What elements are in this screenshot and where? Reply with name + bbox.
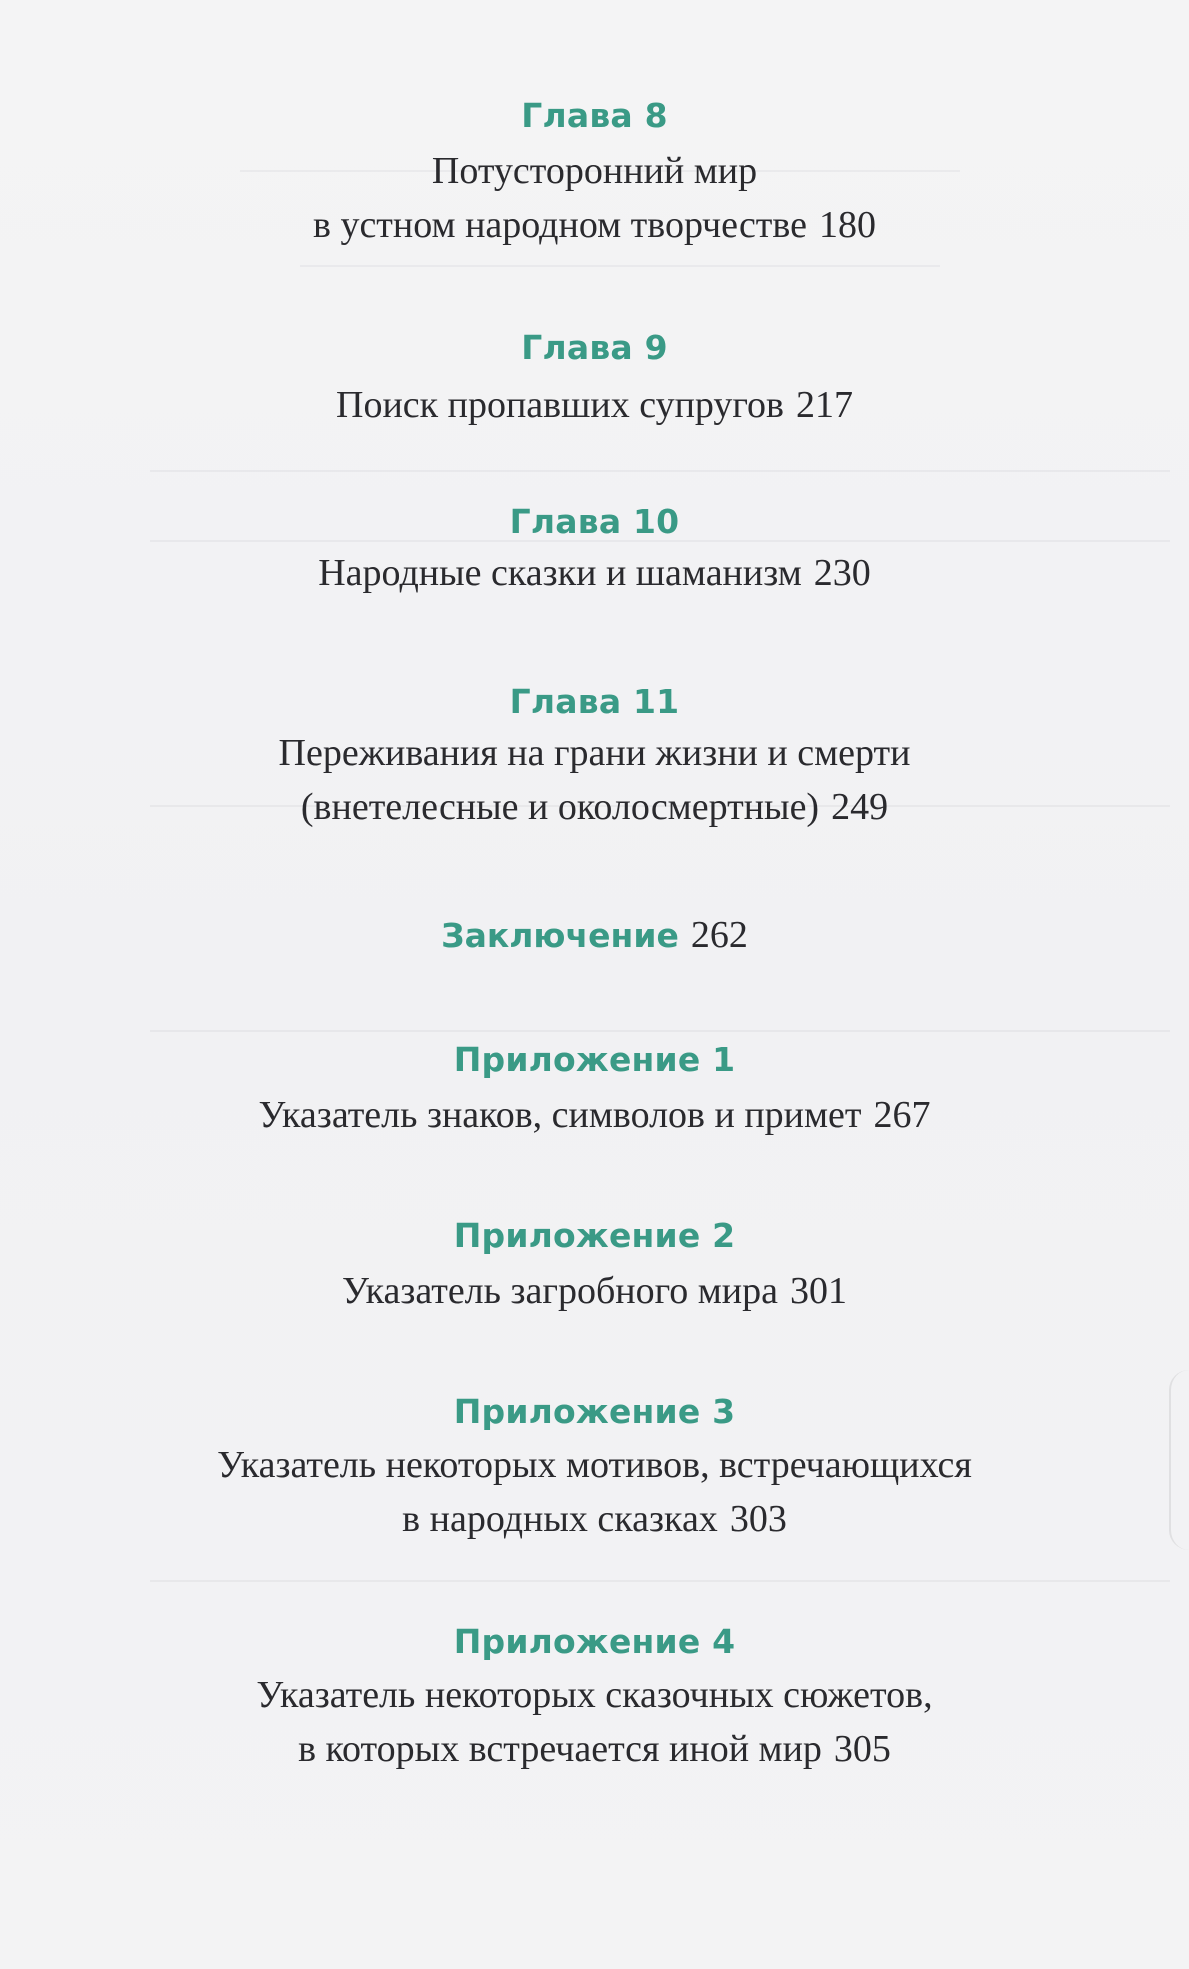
toc-title-text: Указатель знаков, символов и примет (258, 1094, 862, 1136)
toc-entry-appendix-2 (0, 1216, 1189, 1318)
toc-page-number: 230 (813, 552, 871, 594)
toc-heading: Приложение 2 (453, 1216, 736, 1255)
toc-heading: Глава 10 (509, 502, 680, 541)
toc-entry-chapter-10 (0, 502, 1189, 600)
toc-entry-conclusion (0, 910, 1189, 961)
toc-page-number: 301 (790, 1270, 847, 1312)
toc-heading: Приложение 3 (453, 1392, 736, 1431)
toc-heading-with-page (0, 910, 1189, 961)
toc-title-line: Указатель некоторых сказочных сюжетов, (256, 1674, 933, 1716)
toc-title-line-with-page (0, 378, 1189, 432)
toc-title-line-with-page (0, 1264, 1189, 1318)
toc-title-line-with-page (0, 1722, 1189, 1776)
toc-heading: Заключение (441, 916, 679, 955)
toc-title-text: в народных сказках (402, 1498, 718, 1540)
toc-title-line: Указатель некоторых мотивов, встречающихся (217, 1444, 972, 1486)
toc-title-line-with-page (0, 198, 1189, 252)
toc-heading: Приложение 4 (453, 1622, 736, 1661)
toc-page-number: 303 (729, 1498, 787, 1540)
toc-title-line-with-page (0, 780, 1189, 834)
toc-entry-appendix-1 (0, 1040, 1189, 1142)
toc-heading: Глава 9 (521, 328, 668, 367)
toc-title-text: в которых встречается иной мир (298, 1728, 822, 1770)
toc-page-number: 217 (795, 384, 853, 426)
toc-heading: Приложение 1 (453, 1040, 736, 1079)
toc-title-text: (внетелесные и околосмертные) (300, 786, 820, 828)
toc-page-number: 305 (833, 1728, 891, 1770)
toc-page-number: 180 (819, 204, 876, 246)
toc-title-line-with-page (0, 546, 1189, 600)
toc-entry-appendix-3 (0, 1392, 1189, 1546)
bleed-through-line (300, 265, 940, 267)
toc-title-text: Народные сказки и шаманизм (318, 552, 802, 594)
toc-page-number: 267 (873, 1094, 931, 1136)
toc-entry-chapter-9 (0, 328, 1189, 432)
toc-title-line: Потусторонний мир (431, 150, 758, 192)
toc-page-number: 249 (831, 786, 889, 828)
bleed-through-line (150, 1580, 1170, 1582)
toc-title-line-with-page (0, 1492, 1189, 1546)
toc-entry-chapter-11 (0, 682, 1189, 834)
toc-title-text: Указатель загробного мира (342, 1270, 778, 1312)
toc-title-text: в устном народном творчестве (313, 204, 807, 246)
toc-title-line-with-page (0, 1088, 1189, 1142)
toc-heading: Глава 11 (509, 682, 680, 721)
toc-entry-chapter-8 (0, 96, 1189, 252)
toc-page-number: 262 (690, 914, 748, 956)
bleed-through-line (150, 470, 1170, 472)
toc-heading: Глава 8 (521, 96, 668, 135)
toc-title-text: Поиск пропавших супругов (336, 384, 784, 426)
toc-entry-appendix-4 (0, 1622, 1189, 1776)
toc-title-line: Переживания на грани жизни и смерти (278, 732, 911, 774)
bleed-through-line (150, 1030, 1170, 1032)
